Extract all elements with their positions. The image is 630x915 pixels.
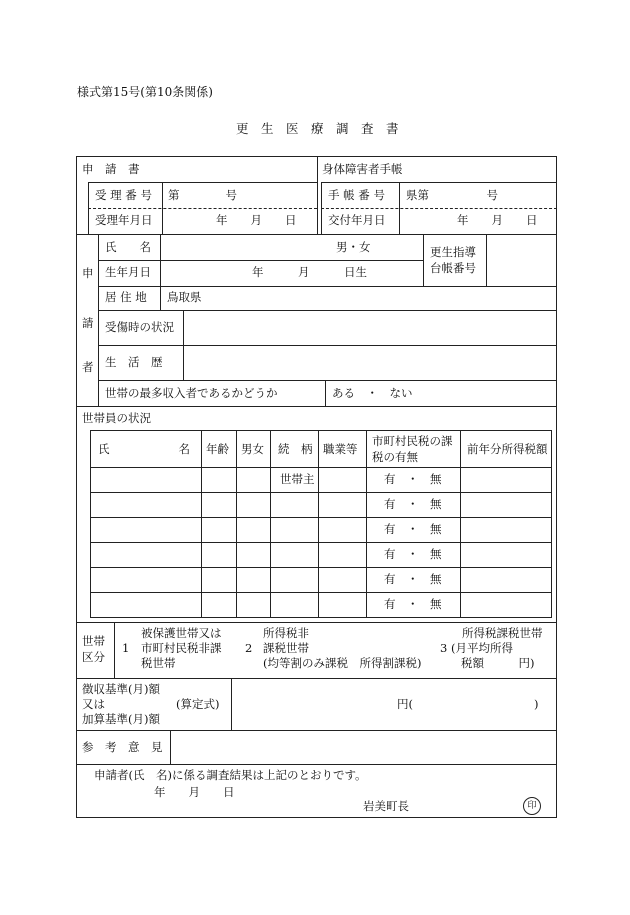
standard-label-1: 徴収基準(月)額 [82, 682, 160, 696]
handbook-heading: 身体障害者手帳 [322, 162, 403, 176]
col-age-header: 年齢 [206, 442, 229, 456]
standard-label-2: 又は [82, 697, 105, 711]
applicant-side-char-1: 申 [82, 266, 94, 280]
standard-amount-close: ) [534, 697, 539, 711]
option1-line2[interactable]: 市町村民税非課 [141, 641, 222, 655]
handbook-number-value[interactable]: 県第 号 [406, 188, 498, 202]
standard-label-3: 加算基準(月)額 [82, 712, 160, 726]
handbook-number-label: 手 帳 番 号 [328, 188, 385, 202]
row-tax[interactable]: 有 ・ 無 [384, 497, 442, 511]
row-tax[interactable]: 有 ・ 無 [384, 472, 442, 486]
option3-line1[interactable]: 所得税課税世帯 [462, 626, 543, 640]
option3-line3[interactable]: 税額 円) [461, 656, 535, 670]
applicant-side-char-3: 者 [82, 360, 94, 374]
classification-label-1: 世帯 [82, 634, 105, 648]
injury-label: 受傷時の状況 [105, 320, 174, 334]
history-label: 生 活 歴 [105, 355, 163, 369]
household-table [90, 430, 552, 618]
row-tax[interactable]: 有 ・ 無 [384, 572, 442, 586]
standard-formula-label: (算定式) [176, 697, 220, 711]
option2-line1[interactable]: 所得税非 [263, 626, 309, 640]
address-label: 居 住 地 [105, 290, 147, 304]
option1-line1[interactable]: 被保護世帯又は [141, 626, 222, 640]
col-relation-header: 続 柄 [278, 442, 313, 456]
seal-icon: 印 [523, 797, 541, 815]
birth-value[interactable]: 年 月 日生 [252, 265, 367, 279]
footer-signer: 岩美町長 [363, 799, 409, 813]
guidance-label-1: 更生指導 [430, 245, 476, 259]
footer-statement: 申請者(氏 名)に係る調査結果は上記のとおりです。 [94, 768, 367, 782]
receipt-date-label: 受理年月日 [95, 213, 153, 227]
page-title: 更 生 医 療 調 査 書 [236, 121, 399, 136]
option3-number: 3 [440, 641, 448, 655]
handbook-issue-date-value[interactable]: 年 月 日 [457, 213, 538, 227]
section1-divider [317, 156, 318, 234]
option2-number: 2 [245, 641, 253, 655]
name-label: 氏 名 [105, 240, 151, 254]
row-tax[interactable]: 有 ・ 無 [384, 597, 442, 611]
application-heading: 申 請 書 [82, 162, 140, 176]
col-occupation-header: 職業等 [323, 442, 358, 456]
top-earner-value[interactable]: ある ・ ない [332, 386, 413, 400]
option2-line3[interactable]: (均等割のみ課税 所得割課税) [263, 656, 422, 670]
receipt-number-label: 受 理 番 号 [95, 188, 152, 202]
col-sex-header: 男女 [241, 442, 264, 456]
col-income-tax-header: 前年分所得税額 [467, 442, 548, 456]
option2-line2[interactable]: 課税世帯 [263, 641, 309, 655]
col-tax-header-line2: 税の有無 [372, 450, 418, 464]
guidance-label-2: 台帳番号 [430, 261, 476, 275]
col-name-header: 氏 名 [98, 442, 190, 456]
standard-amount-value[interactable]: 円( [397, 697, 413, 711]
row-tax[interactable]: 有 ・ 無 [384, 547, 442, 561]
sex-value[interactable]: 男・女 [336, 240, 371, 254]
opinion-field[interactable] [171, 731, 556, 764]
classification-label-2: 区分 [82, 650, 105, 664]
row-tax[interactable]: 有 ・ 無 [384, 522, 442, 536]
option1-number: 1 [122, 641, 130, 655]
applicant-side-char-2: 請 [82, 316, 94, 330]
top-earner-label: 世帯の最多収入者であるかどうか [105, 386, 278, 400]
col-tax-header-line1: 市町村民税の課 [372, 434, 453, 448]
opinion-label: 参 考 意 見 [82, 740, 163, 754]
option1-line3[interactable]: 税世帯 [141, 656, 176, 670]
household-heading: 世帯員の状況 [82, 411, 151, 425]
receipt-date-value[interactable]: 年 月 日 [216, 213, 297, 227]
birth-label: 生年月日 [105, 265, 151, 279]
form-number: 様式第15号(第10条関係) [77, 85, 213, 99]
option3-line2[interactable]: (月平均所得 [451, 641, 513, 655]
footer-date[interactable]: 年 月 日 [154, 785, 235, 799]
handbook-issue-date-label: 交付年月日 [328, 213, 386, 227]
receipt-number-value[interactable]: 第 号 [168, 188, 237, 202]
address-value[interactable]: 鳥取県 [167, 290, 202, 304]
row-relation[interactable]: 世帯主 [280, 472, 315, 486]
